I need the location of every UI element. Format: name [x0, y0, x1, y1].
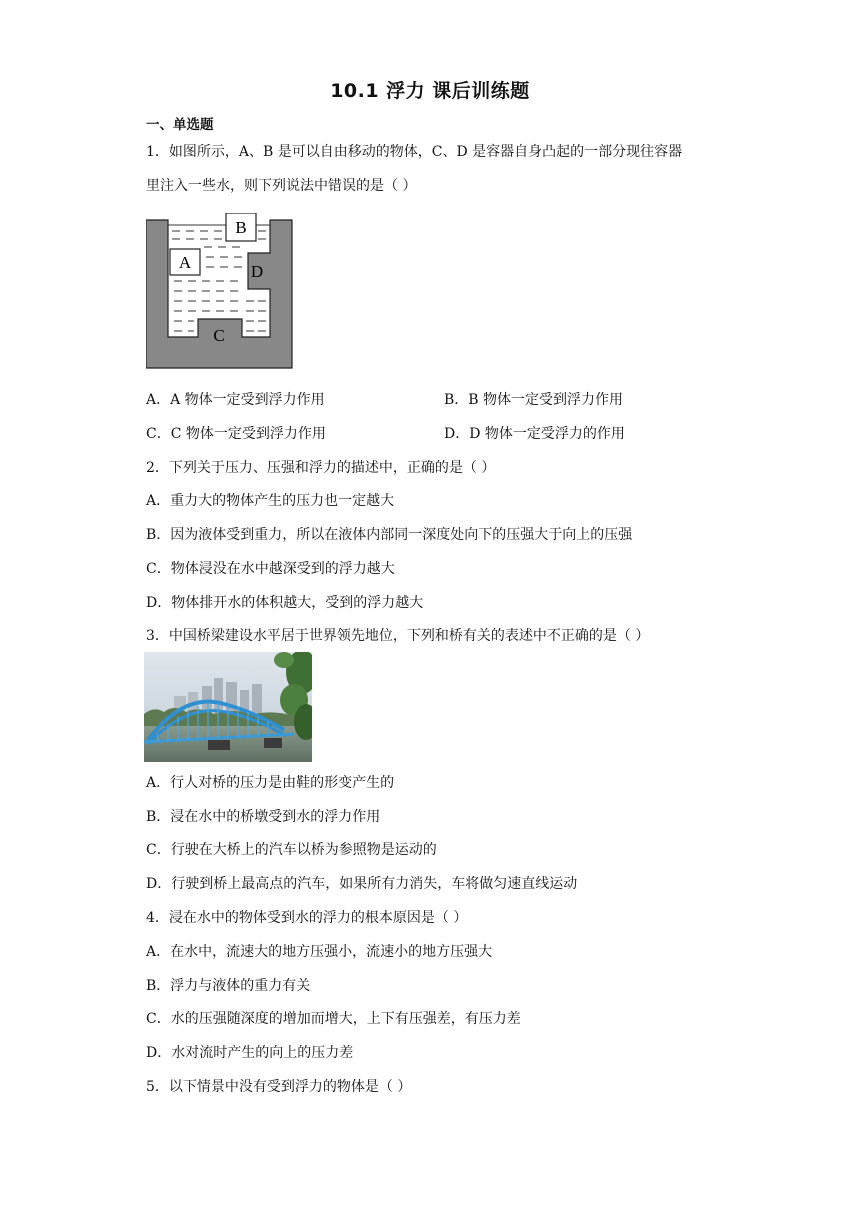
container-figure — [146, 213, 294, 369]
label-a: A — [178, 253, 192, 272]
q2-option-a: A．重力大的物体产生的压力也一定越大 — [146, 493, 395, 509]
q3-option-c: C．行驶在大桥上的汽车以桥为参照物是运动的 — [146, 842, 437, 858]
q1-option-d: D．D 物体一定受浮力的作用 — [444, 426, 625, 442]
q3-option-d: D．行驶到桥上最高点的汽车，如果所有力消失，车将做匀速直线运动 — [146, 876, 578, 892]
label-b: B — [235, 218, 247, 237]
q1-option-a: A．A 物体一定受到浮力作用 — [146, 392, 325, 408]
q3-option-a: A．行人对桥的压力是由鞋的形变产生的 — [146, 775, 395, 791]
q1-stem-line2: 里注入一些水，则下列说法中错误的是（ ） — [146, 178, 417, 194]
section-heading: 一、单选题 — [146, 117, 214, 133]
label-d: D — [250, 262, 264, 281]
container-shape — [146, 220, 292, 368]
q1-option-b: B．B 物体一定受到浮力作用 — [444, 392, 624, 408]
q2-option-d: D．物体排开水的体积越大，受到的浮力越大 — [146, 595, 424, 611]
q2-stem: 2．下列关于压力、压强和浮力的描述中，正确的是（ ） — [146, 460, 496, 476]
page-title: 10.1 浮力 课后训练题 — [330, 80, 530, 102]
q4-stem: 4．浸在水中的物体受到水的浮力的根本原因是（ ） — [146, 910, 468, 926]
q4-option-c: C．水的压强随深度的增加而增大，上下有压强差，有压力差 — [146, 1011, 521, 1027]
q1-option-c: C．C 物体一定受到浮力作用 — [146, 426, 326, 442]
q4-option-a: A．在水中，流速大的地方压强小，流速小的地方压强大 — [146, 944, 493, 960]
q3-option-b: B．浸在水中的桥墩受到水的浮力作用 — [146, 809, 381, 825]
q4-option-b: B．浮力与液体的重力有关 — [146, 978, 311, 994]
q4-option-d: D．水对流时产生的向上的压力差 — [146, 1045, 354, 1061]
q5-stem: 5．以下情景中没有受到浮力的物体是（ ） — [146, 1079, 412, 1095]
q2-option-c: C．物体浸没在水中越深受到的浮力越大 — [146, 561, 395, 577]
label-c: C — [213, 326, 225, 345]
bridge-photo — [144, 652, 312, 762]
q2-option-b: B．因为液体受到重力，所以在液体内部同一深度处向下的压强大于向上的压强 — [146, 527, 633, 543]
q1-stem-line1: 1．如图所示，A、B 是可以自由移动的物体，C、D 是容器自身凸起的一部分现往容器 — [146, 144, 683, 160]
q3-stem: 3．中国桥梁建设水平居于世界领先地位，下列和桥有关的表述中不正确的是（ ） — [146, 628, 650, 644]
